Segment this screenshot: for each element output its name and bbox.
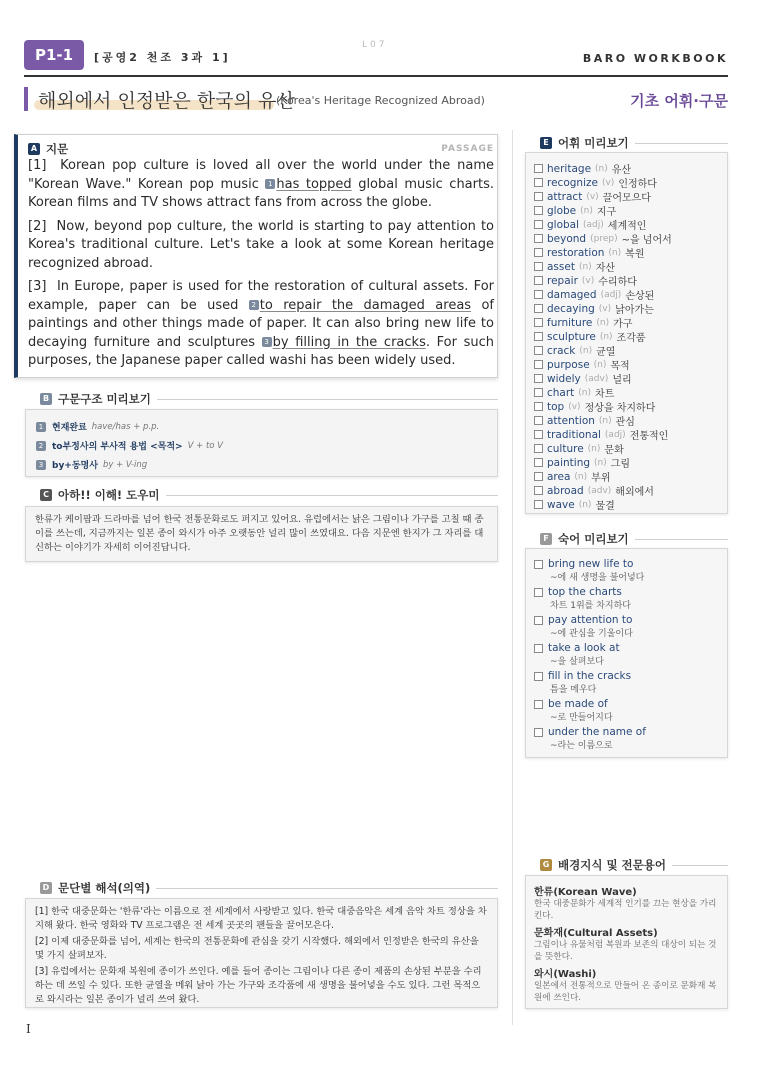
idiom-checkbox[interactable] [534, 616, 543, 625]
grammar-item [36, 439, 223, 452]
vocab-meaning: 자산 [595, 263, 616, 274]
idiom-item [534, 698, 613, 723]
grammar-label: to부정사의 부사적 용법 <목적> [52, 442, 183, 452]
section-e-icon: E [540, 137, 552, 149]
idiom-item [534, 558, 644, 583]
idiom-item [534, 726, 646, 751]
help-title: 아하!! 이해! 도우미 [58, 488, 160, 502]
grammar-form: V + to V [187, 440, 223, 451]
idiom-checkbox[interactable] [534, 728, 543, 737]
vocab-checkbox[interactable] [534, 220, 543, 229]
vocab-word: attention [547, 414, 595, 427]
vocab-item [534, 399, 655, 414]
vocab-checkbox[interactable] [534, 388, 543, 397]
vocab-item [534, 455, 630, 470]
grammar-box [25, 409, 498, 477]
idiom-checkbox[interactable] [534, 644, 543, 653]
section-label: 기초 어휘·구문 [630, 92, 728, 110]
idiom-phrase: pay attention to [548, 614, 633, 626]
vocab-title: 어휘 미리보기 [558, 136, 629, 150]
vocab-pos: (n) [608, 247, 622, 258]
paragraph-number: [1] [28, 158, 47, 173]
vocab-item [534, 203, 616, 218]
passage-box [14, 134, 498, 378]
vocab-pos: (adj) [600, 289, 622, 300]
vocab-checkbox[interactable] [534, 332, 543, 341]
passage-text: Now, beyond pop culture, the world is starting to pay attention to Korea's traditional culture. Let's take a look at some Korean heritage recognized abroad. [28, 218, 495, 271]
vocab-pos: (v) [581, 275, 595, 286]
translation-paragraph: [1] 한국 대중문화는 '한류'라는 이름으로 전 세계에서 사랑받고 있다. 한국 대중음악은 세계 음악 차트 정상을 차지해 왔다. 한국 영화와 TV 프로그램은 전 세계 곳곳의 팬들을 끌어모은다. [35, 906, 487, 931]
divider [156, 888, 498, 889]
vocab-word: decaying [547, 302, 595, 315]
vocab-item [534, 329, 646, 344]
vocab-meaning: 낡아가는 [615, 305, 654, 316]
vocab-word: crack [547, 344, 576, 357]
vocab-pos: (n) [578, 261, 592, 272]
idiom-phrase: fill in the cracks [548, 670, 632, 682]
vocab-checkbox[interactable] [534, 458, 543, 467]
idiom-meaning: ~로 만들어지다 [550, 713, 613, 723]
vocab-meaning: 해외에서 [615, 487, 654, 498]
grammar-item [36, 458, 147, 471]
vocab-item [534, 357, 630, 372]
structure-marker-3: 3 [262, 337, 272, 347]
grammar-number: 1 [36, 422, 46, 432]
vocab-word: repair [547, 274, 578, 287]
idiom-meaning: 틈을 메우다 [550, 685, 597, 695]
vocab-checkbox[interactable] [534, 402, 543, 411]
vocab-word: furniture [547, 316, 593, 329]
translation-paragraph: [2] 이제 대중문화를 넘어, 세계는 한국의 전통문화에 관심을 갖기 시작했다. 해외에서 인정받은 한국의 유산을 몇 가지 살펴보자. [35, 936, 479, 961]
background-description: 일본에서 전통적으로 만들어 온 종이로 문화재 복원에 쓰인다. [534, 981, 717, 1003]
idiom-checkbox[interactable] [534, 700, 543, 709]
idiom-phrase: be made of [548, 698, 608, 710]
idiom-checkbox[interactable] [534, 560, 543, 569]
title-accent-bar [24, 87, 28, 111]
idiom-meaning: ~을 살펴보다 [550, 657, 604, 667]
vocab-checkbox[interactable] [534, 164, 543, 173]
passage-tag: PASSAGE [441, 144, 494, 154]
vocab-item [534, 217, 646, 232]
vocab-pos: (n) [578, 387, 592, 398]
vocab-meaning: 차트 [595, 389, 615, 400]
vocab-word: attract [547, 190, 583, 203]
vocab-meaning: 부위 [591, 473, 611, 484]
vocab-pos: (v) [568, 401, 581, 412]
vocab-meaning: 끌어모으다 [602, 193, 651, 204]
divider [635, 539, 728, 540]
vocab-pos: (n) [594, 457, 607, 468]
grammar-form: have/has + p.p. [91, 421, 160, 432]
vocab-box [525, 152, 728, 514]
vocab-meaning: 전통적인 [629, 431, 669, 442]
grammar-label: by+동명사 [52, 461, 98, 471]
vocab-meaning: 세계적인 [607, 221, 647, 232]
idioms-header [540, 531, 728, 547]
idiom-meaning: ~에 관심을 기울이다 [550, 629, 633, 639]
vocab-meaning: 지구 [596, 207, 617, 218]
grammar-title: 구문구조 미리보기 [58, 392, 151, 406]
vocab-pos: (prep) [590, 233, 618, 244]
vocab-meaning: 목적 [610, 361, 630, 372]
lesson-badge: P1-1 [24, 40, 84, 70]
translation-box [25, 898, 498, 1008]
vocab-item [534, 287, 654, 302]
structure-marker-1: 1 [265, 179, 275, 189]
brand-label: BARO WORKBOOK [582, 52, 728, 65]
vocab-word: traditional [547, 428, 601, 441]
vocab-pos: (n) [598, 415, 612, 426]
vocab-word: global [547, 218, 580, 231]
vocab-item [534, 175, 657, 190]
underlined-phrase-1: has topped [276, 176, 352, 192]
vocab-checkbox[interactable] [534, 192, 543, 201]
background-box [525, 875, 728, 1009]
page-title-english: (Korea's Heritage Recognized Abroad) [276, 94, 485, 107]
vocab-word: abroad [547, 484, 584, 497]
vocab-meaning: 복원 [625, 249, 645, 260]
idiom-phrase: take a look at [548, 642, 620, 654]
vocab-item [534, 161, 631, 176]
vocab-pos: (adj) [604, 429, 626, 440]
vocab-pos: (n) [574, 471, 588, 482]
idiom-meaning: ~라는 이름으로 [550, 741, 613, 751]
background-term: 와시(Washi) [534, 969, 597, 980]
vocab-word: chart [547, 386, 575, 399]
vocab-checkbox[interactable] [534, 206, 543, 215]
vocab-item [534, 273, 637, 288]
background-title: 배경지식 및 전문용어 [558, 858, 666, 872]
passage-text: . For such purposes, the Japanese paper called washi has been widely used. [28, 334, 495, 368]
vocab-pos: (n) [578, 499, 592, 510]
section-c-icon: C [40, 489, 52, 501]
vocab-word: restoration [547, 246, 605, 259]
page-number: I [26, 1022, 31, 1036]
underlined-phrase-3: by filling in the cracks [272, 334, 426, 350]
vocab-meaning: 가구 [613, 319, 633, 330]
background-description: 그림이나 유물처럼 복원과 보존의 대상이 되는 것을 뜻한다. [534, 940, 717, 962]
grammar-header [40, 391, 498, 407]
vocab-checkbox[interactable] [534, 276, 543, 285]
vocab-item [534, 343, 615, 358]
vocab-pos: (v) [598, 303, 612, 314]
idiom-meaning: ~에 새 생명을 불어넣다 [550, 573, 645, 583]
idiom-item [534, 586, 631, 611]
vocab-item [534, 259, 615, 274]
vocab-item [534, 427, 668, 442]
vocab-word: sculpture [547, 330, 596, 343]
vocab-word: beyond [547, 232, 587, 245]
vocab-header [540, 135, 728, 151]
vocab-item [534, 189, 651, 204]
passage-text: Korean pop culture is loved all over the world under the name "Korean Wave." Korean pop music [28, 158, 494, 192]
vocab-meaning: 문화 [604, 445, 624, 456]
passage-text: of paintings and other things made of paper. It can also bring new life to decaying furniture and sculptures [28, 297, 494, 350]
background-term: 문화재(Cultural Assets) [534, 928, 658, 939]
vocab-pos: (adv) [587, 485, 612, 496]
vocab-item [534, 441, 624, 456]
passage-paragraph-1 [28, 157, 494, 213]
passage-text: In Europe, paper is used for the restoration of cultural assets. For example, paper can be used [28, 279, 494, 313]
divider [635, 143, 728, 144]
vocab-item [534, 231, 672, 246]
vocab-pos: (n) [593, 359, 607, 370]
divider [166, 495, 498, 496]
help-header [40, 487, 498, 503]
column-divider [512, 130, 513, 1025]
vocab-checkbox[interactable] [534, 444, 543, 453]
vocab-word: culture [547, 442, 584, 455]
vocab-pos: (n) [580, 205, 593, 216]
vocab-meaning: 유산 [611, 165, 632, 176]
vocab-item [534, 245, 644, 260]
header-rule [24, 75, 728, 77]
vocab-checkbox[interactable] [534, 374, 543, 383]
vocab-meaning: ~을 넘어서 [621, 235, 672, 246]
translation-title: 문단별 해석(의역) [58, 881, 151, 895]
vocab-pos: (adj) [583, 219, 604, 230]
vocab-item [534, 371, 632, 386]
passage-paragraph-3 [28, 278, 494, 371]
passage-title: 지문 [46, 142, 69, 156]
vocab-checkbox[interactable] [534, 416, 543, 425]
vocab-pos: (v) [586, 191, 599, 202]
divider [672, 865, 728, 866]
vocab-word: heritage [547, 162, 592, 175]
section-g-icon: G [540, 859, 552, 871]
vocab-checkbox[interactable] [534, 472, 543, 481]
vocab-meaning: 관심 [615, 417, 635, 428]
vocab-word: wave [547, 498, 575, 511]
vocab-meaning: 정상을 차지하다 [584, 403, 656, 414]
vocab-checkbox[interactable] [534, 318, 543, 327]
divider [157, 399, 498, 400]
vocab-item [534, 497, 615, 512]
vocab-pos: (n) [587, 443, 601, 454]
vocab-word: recognize [547, 176, 598, 189]
grammar-form: by + V-ing [102, 459, 148, 470]
idiom-checkbox[interactable] [534, 672, 543, 681]
vocab-item [534, 483, 654, 498]
idiom-phrase: under the name of [548, 726, 646, 738]
vocab-word: asset [547, 260, 575, 273]
idiom-phrase: bring new life to [548, 558, 634, 570]
grammar-number: 3 [36, 460, 46, 470]
passage-text: global music charts. Korean films and TV shows attract fans from across the globe. [28, 176, 494, 210]
vocab-word: purpose [547, 358, 590, 371]
vocab-checkbox[interactable] [534, 248, 543, 257]
idiom-phrase: top the charts [548, 586, 622, 598]
page-title: 해외에서 인정받은 한국의 유산 [38, 90, 295, 112]
passage-paragraph-2 [28, 218, 494, 274]
idioms-title: 숙어 미리보기 [558, 532, 629, 546]
vocab-checkbox[interactable] [534, 486, 543, 495]
vocab-checkbox[interactable] [534, 262, 543, 271]
vocab-item [534, 301, 654, 316]
vocab-word: painting [547, 456, 591, 469]
vocab-item [534, 413, 635, 428]
translation-header [40, 880, 498, 896]
vocab-checkbox[interactable] [534, 234, 543, 243]
idiom-item [534, 670, 631, 695]
structure-marker-2: 2 [249, 300, 259, 310]
paragraph-number: [2] [28, 218, 47, 234]
vocab-checkbox[interactable] [534, 290, 543, 299]
background-description: 한국 대중문화가 세계적 인기를 끄는 현상을 가리킨다. [534, 899, 717, 921]
vocab-checkbox[interactable] [534, 304, 543, 313]
section-d-icon: D [40, 882, 52, 894]
vocab-checkbox[interactable] [534, 360, 543, 369]
vocab-meaning: 인정하다 [618, 179, 657, 190]
subject-label: [공영2 천조 3과 1] [94, 51, 231, 64]
grammar-item [36, 420, 159, 433]
vocab-word: widely [547, 372, 581, 385]
vocab-item [534, 385, 614, 400]
passage-header [28, 141, 494, 157]
vocab-item [534, 469, 610, 484]
page-mark: L07 [362, 40, 388, 50]
vocab-checkbox[interactable] [534, 430, 543, 439]
idioms-box [525, 548, 728, 758]
vocab-pos: (n) [596, 317, 610, 328]
vocab-meaning: 그림 [610, 459, 631, 470]
vocab-item [534, 315, 632, 330]
vocab-pos: (n) [579, 345, 593, 356]
vocab-pos: (v) [601, 177, 615, 188]
help-box: 한류가 케이팝과 드라마를 넘어 한국 전통문화로도 퍼지고 있어요. 유럽에서는 낡은 그림이나 가구를 고칠 때 종이를 쓰는데, 지금까지는 일본 종이 와시가 아주 오랫동안 널리 많이 쓰였대요. 다음 지문엔 한지가 그 자리를 대신하는 이야기가 자세히 이어진답니다. [25, 506, 498, 562]
vocab-meaning: 균열 [596, 347, 616, 358]
grammar-number: 2 [36, 441, 46, 451]
paragraph-number: [3] [28, 279, 47, 294]
section-b-icon: B [40, 393, 52, 405]
underlined-phrase-2: to repair the damaged areas [259, 297, 472, 313]
background-term: 한류(Korean Wave) [534, 887, 637, 898]
section-a-icon: A [28, 143, 40, 155]
idiom-meaning: 차트 1위를 차지하다 [550, 601, 632, 611]
vocab-meaning: 수리하다 [598, 277, 637, 288]
vocab-pos: (adv) [584, 373, 609, 384]
idiom-checkbox[interactable] [534, 588, 543, 597]
background-header [540, 857, 728, 873]
vocab-word: globe [547, 204, 577, 217]
vocab-meaning: 손상된 [625, 291, 655, 302]
vocab-checkbox[interactable] [534, 178, 543, 187]
idiom-item [534, 614, 633, 639]
vocab-pos: (n) [599, 331, 613, 342]
vocab-word: damaged [547, 288, 597, 301]
section-f-icon: F [540, 533, 552, 545]
translation-paragraph: [3] 유럽에서는 문화재 복원에 종이가 쓰인다. 예를 들어 종이는 그림이나 다른 종이 제품의 손상된 부분을 수리하는 데 쓰일 수 있다. 또한 균열을 메워 낡아 가는 가구와 조각품에 새 생명을 불어넣을 수도 있다. 그런 목적으로 와시라는 일본 종이가 널리 쓰여 왔다. [35, 966, 482, 1005]
vocab-word: top [547, 400, 565, 413]
grammar-label: 현재완료 [52, 423, 87, 433]
vocab-word: area [547, 470, 571, 483]
vocab-meaning: 조각품 [616, 333, 646, 344]
vocab-meaning: 널리 [612, 375, 632, 386]
passage-body [28, 157, 494, 376]
vocab-checkbox[interactable] [534, 346, 543, 355]
vocab-pos: (n) [595, 163, 608, 174]
vocab-checkbox[interactable] [534, 500, 543, 509]
vocab-meaning: 물결 [595, 501, 615, 512]
idiom-item [534, 642, 620, 667]
